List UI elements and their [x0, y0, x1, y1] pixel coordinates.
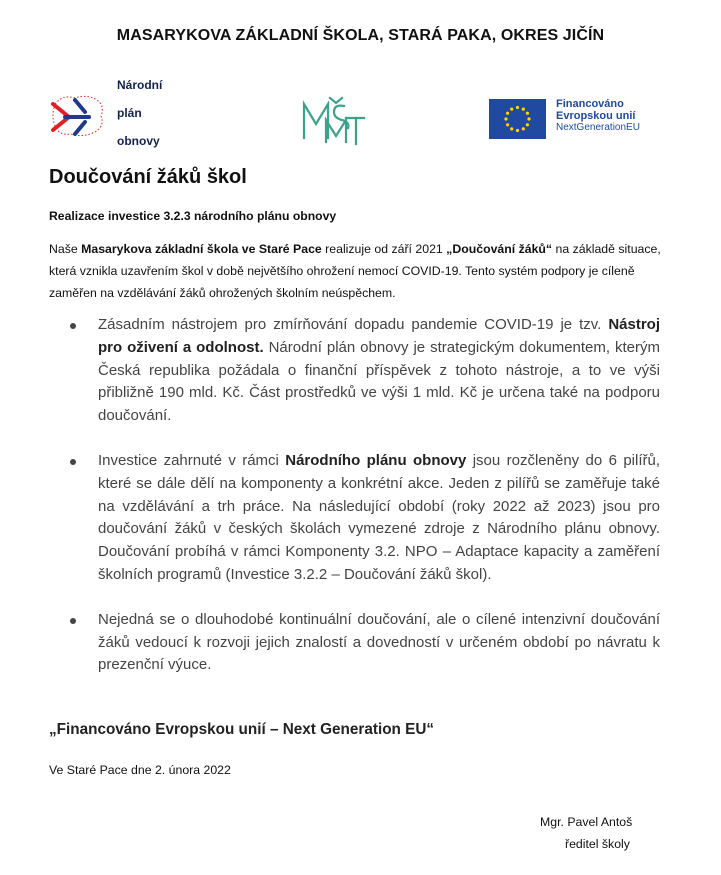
eu-flag-icon	[489, 99, 546, 139]
bullet-list	[70, 314, 660, 677]
bullet-bold-text: Národního plánu obnovy	[285, 451, 467, 469]
npo-text-line: obnovy	[117, 134, 160, 148]
signatory-role: ředitel školy	[565, 837, 630, 851]
intro-program-name: „Doučování žáků“	[446, 242, 553, 256]
eu-text-line3: NextGenerationEU	[556, 122, 640, 133]
bullet-dot-icon	[70, 459, 76, 465]
bullet-text: Nejedná se o dlouhodobé kontinuální doučování, ale o cílené intenzivní doučování žáků vedoucí k rozvoji jejich znalostí a dovedností v určeném období po návratu k prezenční výuce.	[98, 610, 660, 674]
npo-logo	[49, 78, 189, 148]
npo-logo-text	[117, 64, 162, 162]
bullet-text: Investice zahrnuté v rámci	[98, 451, 286, 469]
page-title: Doučování žáků škol	[49, 166, 247, 188]
npo-text-line: plán	[117, 106, 142, 120]
bullet-bold-text: Nástroj pro oživení a odolnost.	[98, 316, 660, 356]
bullet-item	[70, 314, 660, 428]
page-subtitle: Realizace investice 3.2.3 národního plánu obnovy	[49, 209, 337, 223]
eu-logo-text	[556, 98, 640, 134]
bullet-item	[70, 609, 660, 677]
bullet-item	[70, 450, 660, 587]
npo-arrows-icon	[49, 90, 107, 140]
bullet-text: Zásadním nástrojem pro zmírňování dopadu pandemie COVID-19 je tzv.	[98, 316, 609, 333]
eu-text-line2: Evropskou unií	[556, 110, 636, 122]
eu-text-line1: Financováno	[556, 98, 624, 110]
document-date: Ve Staré Pace dne 2. února 2022	[49, 763, 231, 777]
funding-statement: „Financováno Evropskou unií – Next Generation EU“	[49, 721, 435, 738]
bullet-dot-icon	[70, 323, 76, 329]
intro-paragraph	[49, 238, 669, 304]
bullet-text: Národní plán obnovy je strategickým dokumentem, kterým Česká republika požádala o finanční příspěvek z tohoto nástroje, a to ve výši přibližně 190 mld. Kč. Část prostředků ve výši 1 mld. Kč je určena také na podporu doučování.	[98, 338, 660, 425]
intro-text: Naše	[49, 242, 82, 256]
school-heading: MASARYKOVA ZÁKLADNÍ ŠKOLA, STARÁ PAKA, OKRES JIČÍN	[116, 27, 605, 44]
bullet-text: jsou rozčleněny do 6 pilířů, které se dále dělí na komponenty a konkrétní akce. Jeden z pilířů se zaměřuje také na vzdělávání a trh práce. Na následující období (roky 2022 až 2023) jsou pro doučování žáků v českých školách vymezené zdroje z Národního plánu obnovy. Doučování probíhá v rámci Komponenty 3.2. NPO – Adaptace kapacity a zaměření školních programů (Investice 3.2.2 – Doučování žáků škol).	[98, 451, 660, 583]
logo-row	[0, 78, 721, 152]
bullet-dot-icon	[70, 618, 76, 624]
intro-school-name: Masarykova základní škola ve Staré Pace	[81, 242, 322, 256]
intro-text: na základě situace, která vznikla uzavřením škol v době největšího ohrožení nemocí COVID-19. Tento systém podpory je cíleně zaměřen na vzdělávání žáků ohrožených školním neúspěchem.	[49, 242, 661, 300]
signature-block	[540, 811, 690, 855]
eu-funding-logo	[489, 99, 659, 143]
intro-text: realizuje od září 2021	[321, 242, 447, 256]
msmt-logo	[300, 94, 370, 148]
npo-text-line: Národní	[117, 78, 163, 92]
signatory-name: Mgr. Pavel Antoš	[540, 815, 633, 829]
